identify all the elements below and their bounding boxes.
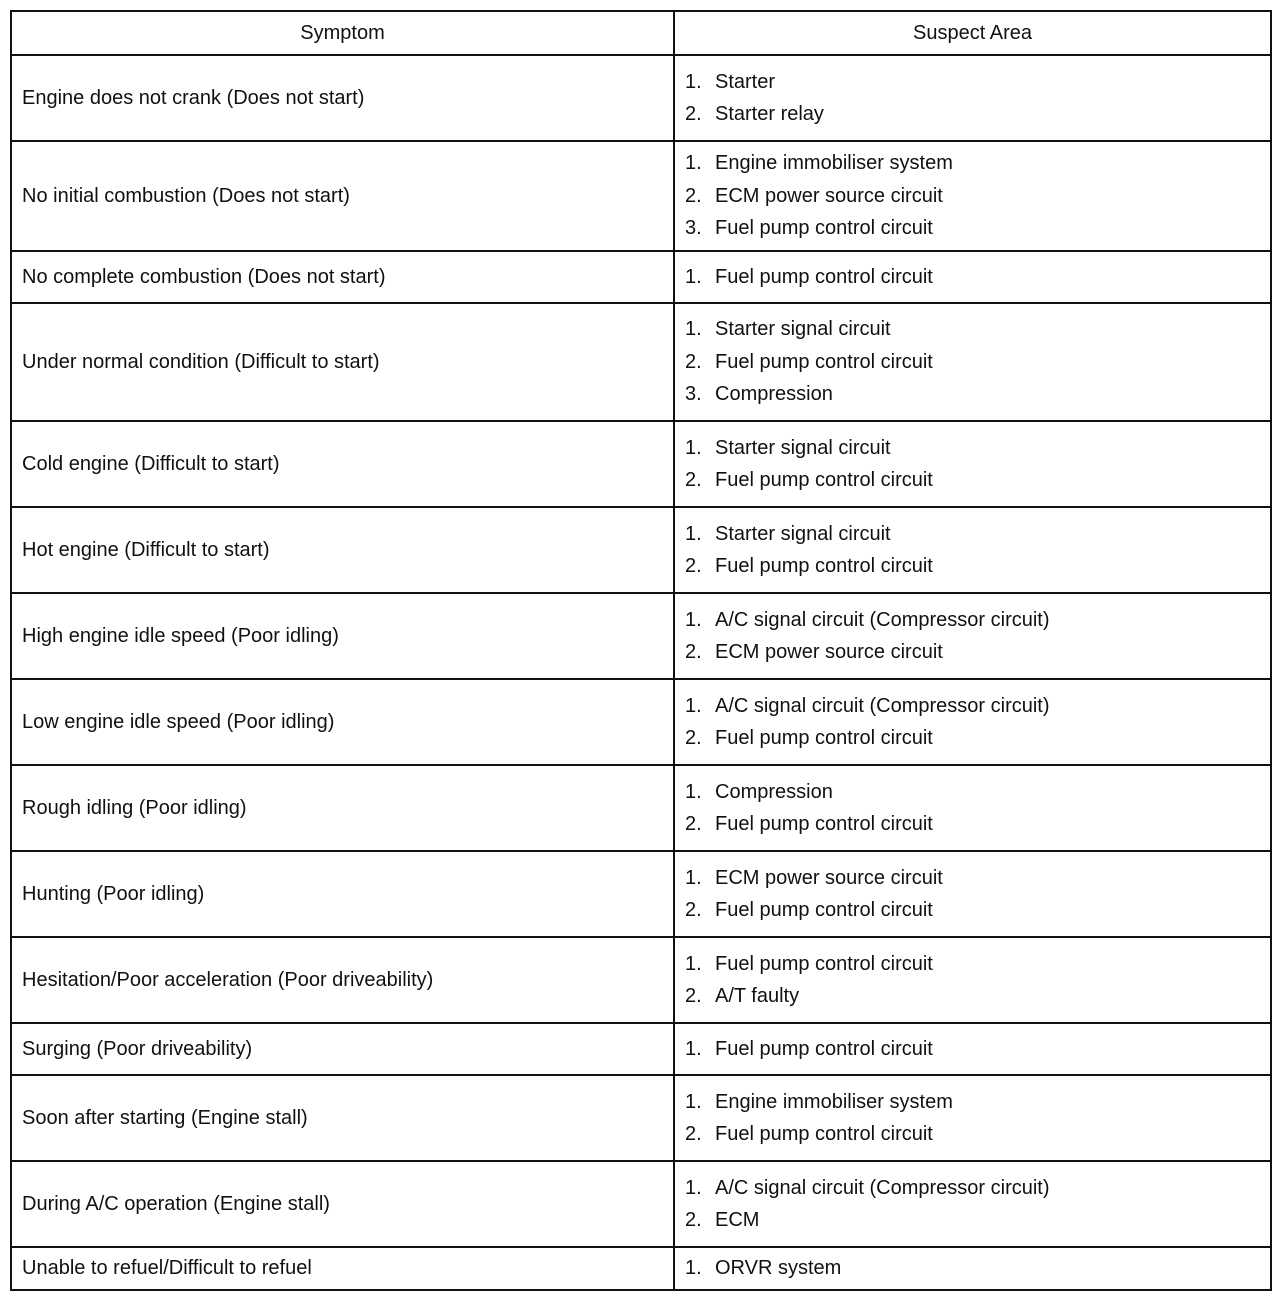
item-number: 2.: [685, 985, 702, 1007]
item-number: 2.: [685, 103, 702, 125]
item-text: ECM power source circuit: [715, 641, 943, 663]
table-row: [11, 1161, 1271, 1247]
symptom-cell: During A/C operation (Engine stall): [11, 1161, 674, 1247]
suspect-area-item: [685, 518, 1260, 551]
symptom-cell: Hunting (Poor idling): [11, 851, 674, 937]
suspect-area-cell: [674, 679, 1271, 765]
item-text: ECM power source circuit: [715, 184, 943, 207]
symptom-cell: No complete combustion (Does not start): [11, 251, 674, 303]
item-number: 1.: [685, 1037, 702, 1060]
table-row: [11, 765, 1271, 851]
suspect-area-item: [685, 776, 1260, 809]
suspect-area-cell: [674, 1075, 1271, 1161]
symptom-cell: High engine idle speed (Poor idling): [11, 593, 674, 679]
suspect-area-item: [685, 98, 1260, 131]
suspect-area-item: [685, 948, 1260, 981]
suspect-area-item: [685, 722, 1260, 755]
item-text: Engine immobiliser system: [715, 1090, 953, 1113]
item-text: Compression: [715, 383, 833, 406]
suspect-area-item: [685, 432, 1260, 465]
table-row: [11, 851, 1271, 937]
suspect-area-cell: [674, 507, 1271, 593]
item-text: Fuel pump control circuit: [715, 813, 933, 835]
symptom-cell: Under normal condition (Difficult to start): [11, 303, 674, 421]
suspect-area-item: [685, 1252, 1260, 1285]
suspect-area-cell: [674, 1247, 1271, 1290]
item-text: Starter signal circuit: [715, 522, 891, 545]
item-number: 2.: [685, 184, 702, 207]
symptom-cell: Low engine idle speed (Poor idling): [11, 679, 674, 765]
item-number: 2.: [685, 727, 702, 749]
item-text: Fuel pump control circuit: [715, 350, 933, 373]
table-row: [11, 303, 1271, 421]
item-number: 2.: [685, 1123, 702, 1145]
item-number: 2.: [685, 350, 702, 373]
table-row: [11, 421, 1271, 507]
suspect-area-item: [685, 1204, 1260, 1237]
suspect-area-cell: [674, 593, 1271, 679]
symptom-cell: Soon after starting (Engine stall): [11, 1075, 674, 1161]
symptom-cell: Hesitation/Poor acceleration (Poor driveability): [11, 937, 674, 1023]
item-number: 2.: [685, 899, 702, 921]
item-text: ORVR system: [715, 1257, 842, 1279]
table-row: [11, 251, 1271, 303]
item-number: 1.: [685, 436, 702, 459]
table-row: [11, 593, 1271, 679]
suspect-area-item: [685, 1172, 1260, 1205]
item-number: 1.: [685, 1090, 702, 1113]
suspect-area-item: [685, 261, 1260, 294]
item-text: Fuel pump control circuit: [715, 1037, 933, 1060]
table-row: [11, 507, 1271, 593]
item-text: Fuel pump control circuit: [715, 265, 933, 288]
suspect-area-item: [685, 550, 1260, 583]
item-number: 1.: [685, 318, 702, 341]
symptom-header: Symptom: [11, 11, 674, 55]
suspect-area-cell: [674, 1161, 1271, 1247]
item-number: 2.: [685, 641, 702, 663]
suspect-area-item: [685, 808, 1260, 841]
item-text: ECM: [715, 1209, 760, 1231]
item-text: Starter relay: [715, 103, 824, 125]
item-number: 1.: [685, 780, 702, 803]
item-number: 1.: [685, 952, 702, 975]
header-row: [11, 11, 1271, 55]
suspect-area-item: [685, 313, 1260, 346]
item-text: Fuel pump control circuit: [715, 217, 933, 240]
suspect-area-cell: [674, 55, 1271, 141]
suspect-area-cell: [674, 421, 1271, 507]
item-text: Fuel pump control circuit: [715, 952, 933, 975]
item-number: 1.: [685, 694, 702, 717]
item-text: Fuel pump control circuit: [715, 899, 933, 921]
item-number: 1.: [685, 152, 702, 175]
item-number: 2.: [685, 813, 702, 835]
symptom-cell: Rough idling (Poor idling): [11, 765, 674, 851]
item-number: 2.: [685, 469, 702, 491]
suspect-area-header: Suspect Area: [674, 11, 1271, 55]
table-row: [11, 1247, 1271, 1290]
symptom-cell: Cold engine (Difficult to start): [11, 421, 674, 507]
suspect-area-cell: [674, 1023, 1271, 1075]
table-row: [11, 679, 1271, 765]
suspect-area-item: [685, 690, 1260, 723]
suspect-area-cell: [674, 303, 1271, 421]
item-text: A/C signal circuit (Compressor circuit): [715, 1176, 1050, 1199]
table-row: [11, 141, 1271, 251]
suspect-area-cell: [674, 851, 1271, 937]
suspect-area-item: [685, 464, 1260, 497]
item-text: A/C signal circuit (Compressor circuit): [715, 608, 1050, 631]
item-number: 1.: [685, 608, 702, 631]
item-text: Starter: [715, 70, 776, 93]
suspect-area-item: [685, 378, 1260, 411]
suspect-area-item: [685, 604, 1260, 637]
item-number: 3.: [685, 383, 702, 406]
table-row: [11, 1023, 1271, 1075]
table-row: [11, 55, 1271, 141]
symptom-table: [10, 10, 1272, 1291]
item-text: Engine immobiliser system: [715, 152, 953, 175]
table-row: [11, 1075, 1271, 1161]
item-number: 1.: [685, 70, 702, 93]
item-text: Fuel pump control circuit: [715, 727, 933, 749]
table-row: [11, 937, 1271, 1023]
item-text: ECM power source circuit: [715, 866, 943, 889]
item-text: Starter signal circuit: [715, 318, 891, 341]
suspect-area-item: [685, 1118, 1260, 1151]
item-text: Fuel pump control circuit: [715, 555, 933, 577]
item-text: Starter signal circuit: [715, 436, 891, 459]
suspect-area-item: [685, 1086, 1260, 1119]
symptom-cell: Unable to refuel/Difficult to refuel: [11, 1247, 674, 1290]
suspect-area-item: [685, 212, 1260, 245]
item-number: 1.: [685, 866, 702, 889]
symptom-cell: Surging (Poor driveability): [11, 1023, 674, 1075]
suspect-area-item: [685, 894, 1260, 927]
suspect-area-item: [685, 180, 1260, 213]
symptom-cell: Engine does not crank (Does not start): [11, 55, 674, 141]
suspect-area-cell: [674, 251, 1271, 303]
suspect-area-item: [685, 980, 1260, 1013]
item-text: A/T faulty: [715, 985, 800, 1007]
item-text: A/C signal circuit (Compressor circuit): [715, 694, 1050, 717]
suspect-area-item: [685, 66, 1260, 99]
item-number: 1.: [685, 1176, 702, 1199]
item-number: 3.: [685, 217, 702, 240]
item-number: 1.: [685, 265, 702, 288]
suspect-area-cell: [674, 937, 1271, 1023]
suspect-area-item: [685, 636, 1260, 669]
item-number: 1.: [685, 1257, 702, 1279]
item-text: Fuel pump control circuit: [715, 1123, 933, 1145]
symptom-cell: Hot engine (Difficult to start): [11, 507, 674, 593]
item-text: Fuel pump control circuit: [715, 469, 933, 491]
suspect-area-item: [685, 346, 1260, 379]
symptom-cell: No initial combustion (Does not start): [11, 141, 674, 251]
suspect-area-item: [685, 1033, 1260, 1066]
suspect-area-cell: [674, 765, 1271, 851]
item-number: 2.: [685, 1209, 702, 1231]
item-number: 2.: [685, 555, 702, 577]
suspect-area-cell: [674, 141, 1271, 251]
item-number: 1.: [685, 522, 702, 545]
suspect-area-item: [685, 147, 1260, 180]
suspect-area-item: [685, 862, 1260, 895]
item-text: Compression: [715, 780, 833, 803]
